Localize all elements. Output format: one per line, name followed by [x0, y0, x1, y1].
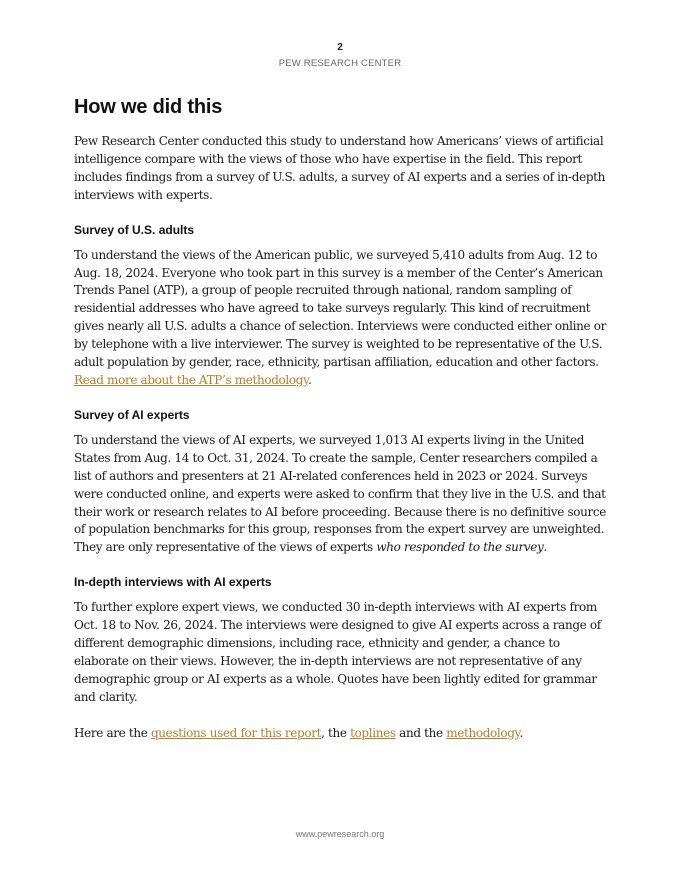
- ai-experts-italic: who responded to the survey: [376, 540, 544, 555]
- closing-sep1: , the: [321, 725, 351, 740]
- ai-experts-body: To understand the views of AI experts, we surveyed 1,013 AI experts living in the United States from Aug. 14 to Oct. 31, 2024. To create the sample, Center researchers compiled a list of authors and presenters at 21 AI-related conferences held in 2023 or 2024. Surveys were conducted online, and experts were asked to confirm that they live in the U.S. and that their work or research relates to AI before proceeding. Because there is no definitive source of population benchmarks for this group, responses from the expert survey are unweighted. They are only representative of the views of experts: [74, 432, 607, 555]
- section-heading-interviews: In-depth interviews with AI experts: [74, 575, 272, 590]
- questions-link[interactable]: questions used for this report: [150, 725, 322, 740]
- org-header: PEW RESEARCH CENTER: [278, 58, 402, 69]
- page-title: How we did this: [74, 96, 223, 118]
- us-adults-body: To understand the views of the American public, we surveyed 5,410 adults from Aug. 12 to Aug. 18, 2024. Everyone who took part in this survey is a member of the Center’s American Trends Panel (ATP), a group of people recruited through national, random sampling of residential addresses who have agreed to take surveys regularly. This kind of recruitment gives nearly all U.S. adults a chance of selection. Interviews were conducted either online or by telephone with a live interviewer. The survey is weighted to be representative of the U.S. adult population by gender, race, ethnicity, partisan affiliation, education and other factors.: [74, 247, 607, 370]
- us-adults-period: .: [307, 372, 312, 387]
- section-text-us-adults: [74, 247, 609, 390]
- toplines-link[interactable]: toplines: [350, 725, 396, 740]
- atp-methodology-link[interactable]: Read more about the ATP’s methodology: [74, 372, 308, 387]
- closing-sep2: and the: [395, 725, 447, 740]
- methodology-link[interactable]: methodology: [446, 725, 520, 740]
- closing-suffix: .: [519, 725, 523, 740]
- ai-experts-period: .: [543, 540, 547, 555]
- section-text-ai-experts: [74, 432, 609, 557]
- section-heading-us-adults: Survey of U.S. adults: [74, 222, 195, 237]
- page-number: 2: [337, 42, 343, 53]
- footer-url: www.pewresearch.org: [295, 829, 385, 839]
- closing-paragraph: [74, 725, 609, 743]
- section-heading-ai-experts: Survey of AI experts: [74, 407, 190, 422]
- article-body: [74, 96, 609, 761]
- section-text-interviews: To further explore expert views, we conducted 30 in-depth interviews with AI experts from Oct. 18 to Nov. 26, 2024. The interviews were designed to give AI experts across a range of different demographic dimensions, including race, ethnicity and gender, a chance to elaborate on their views. However, the in-depth interviews are not representative of any demographic group or AI experts as a whole. Quotes have been lightly edited for grammar and clarity.: [74, 600, 601, 704]
- closing-prefix: Here are the: [74, 725, 151, 740]
- intro-paragraph: Pew Research Center conducted this study to understand how Americans’ views of artificial intelligence compare with the views of those who have expertise in the field. This report includes findings from a survey of U.S. adults, a survey of AI experts and a series of in-depth interviews with experts.: [74, 134, 605, 202]
